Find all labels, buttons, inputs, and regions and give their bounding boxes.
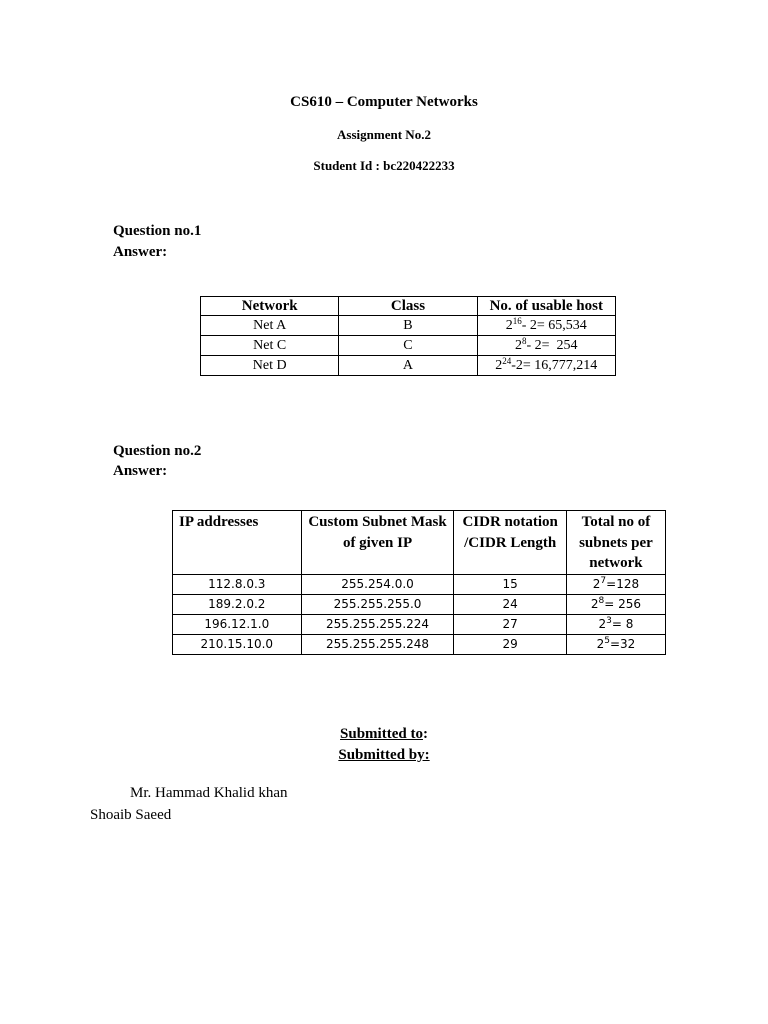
power-exponent: 5	[604, 636, 610, 646]
cell-class: A	[339, 356, 477, 376]
cell-subnets	[566, 574, 665, 594]
cell-usable-host	[477, 336, 615, 356]
table-header-row	[173, 511, 666, 575]
submitted-by-line	[0, 745, 768, 766]
hosts-result: - 2= 254	[526, 337, 578, 353]
answer-2-label: Answer:	[113, 463, 168, 479]
subnet-table	[172, 510, 666, 655]
power-exponent: 8	[522, 335, 527, 346]
submitted-to-line	[0, 724, 768, 745]
cell-ip: 112.8.0.3	[173, 574, 302, 594]
power-exponent: 24	[502, 355, 512, 366]
cell-network: Net D	[201, 356, 339, 376]
document-title: CS610 – Computer Networks	[290, 94, 478, 110]
cell-ip: 189.2.0.2	[173, 594, 302, 614]
cell-subnets	[566, 614, 665, 634]
cell-mask: 255.255.255.248	[301, 634, 454, 654]
hosts-result: - 2= 65,534	[521, 317, 587, 333]
cell-network: Net A	[201, 316, 339, 336]
table-row	[173, 634, 666, 654]
cell-usable-host	[477, 316, 615, 336]
answer-1-label: Answer:	[113, 244, 168, 260]
header-network: Network	[201, 297, 339, 316]
subnets-result: =128	[606, 577, 640, 591]
power-exponent: 7	[600, 576, 607, 586]
power-base: 2	[505, 317, 513, 333]
power-base: 2	[515, 337, 522, 353]
student-name: Shoaib Saeed	[90, 807, 172, 823]
table-row	[201, 356, 616, 376]
question-1-label: Question no.1	[113, 223, 202, 239]
power-base: 2	[590, 597, 599, 611]
cell-subnets	[566, 634, 665, 654]
assignment-number: Assignment No.2	[337, 127, 431, 142]
cell-usable-host	[477, 356, 615, 376]
cell-cidr: 27	[454, 614, 566, 634]
subnets-result: = 256	[604, 597, 642, 611]
cell-mask: 255.255.255.224	[301, 614, 454, 634]
header-cidr: CIDR notation /CIDR Length	[454, 511, 566, 575]
power-exponent: 16	[512, 315, 522, 326]
subnets-result: = 8	[611, 617, 634, 631]
table-row	[201, 336, 616, 356]
cell-cidr: 15	[454, 574, 566, 594]
header-class: Class	[339, 297, 477, 316]
power-base: 2	[598, 617, 607, 631]
question-2-label: Question no.2	[113, 443, 202, 459]
hosts-result: -2= 16,777,214	[511, 357, 598, 373]
power-base: 2	[495, 357, 503, 373]
submitted-by-label: Submitted by:	[338, 747, 430, 763]
power-base: 2	[592, 577, 601, 591]
table-row	[173, 614, 666, 634]
power-base: 2	[596, 637, 605, 651]
power-exponent: 3	[606, 616, 612, 626]
table-row	[173, 574, 666, 594]
table-header-row	[201, 297, 616, 316]
submitted-to-label: Submitted to	[340, 726, 423, 742]
subnets-result: =32	[609, 637, 636, 651]
cell-mask: 255.254.0.0	[301, 574, 454, 594]
power-exponent: 8	[598, 596, 605, 606]
cell-mask: 255.255.255.0	[301, 594, 454, 614]
cell-cidr: 29	[454, 634, 566, 654]
network-class-table	[200, 296, 616, 376]
submitted-to-colon: :	[422, 726, 428, 742]
cell-class: B	[339, 316, 477, 336]
header-usable-host: No. of usable host	[477, 297, 615, 316]
cell-cidr: 24	[454, 594, 566, 614]
cell-ip: 210.15.10.0	[173, 634, 302, 654]
table-row	[173, 594, 666, 614]
header-subnet-mask: Custom Subnet Mask of given IP	[301, 511, 454, 575]
student-id: Student Id : bc220422233	[313, 158, 455, 173]
header-ip-addresses: IP addresses	[173, 511, 302, 575]
cell-ip: 196.12.1.0	[173, 614, 302, 634]
teacher-name: Mr. Hammad Khalid khan	[130, 785, 288, 801]
table-row	[201, 316, 616, 336]
cell-class: C	[339, 336, 477, 356]
cell-subnets	[566, 594, 665, 614]
cell-network: Net C	[201, 336, 339, 356]
header-total-subnets: Total no of subnets per network	[566, 511, 665, 575]
